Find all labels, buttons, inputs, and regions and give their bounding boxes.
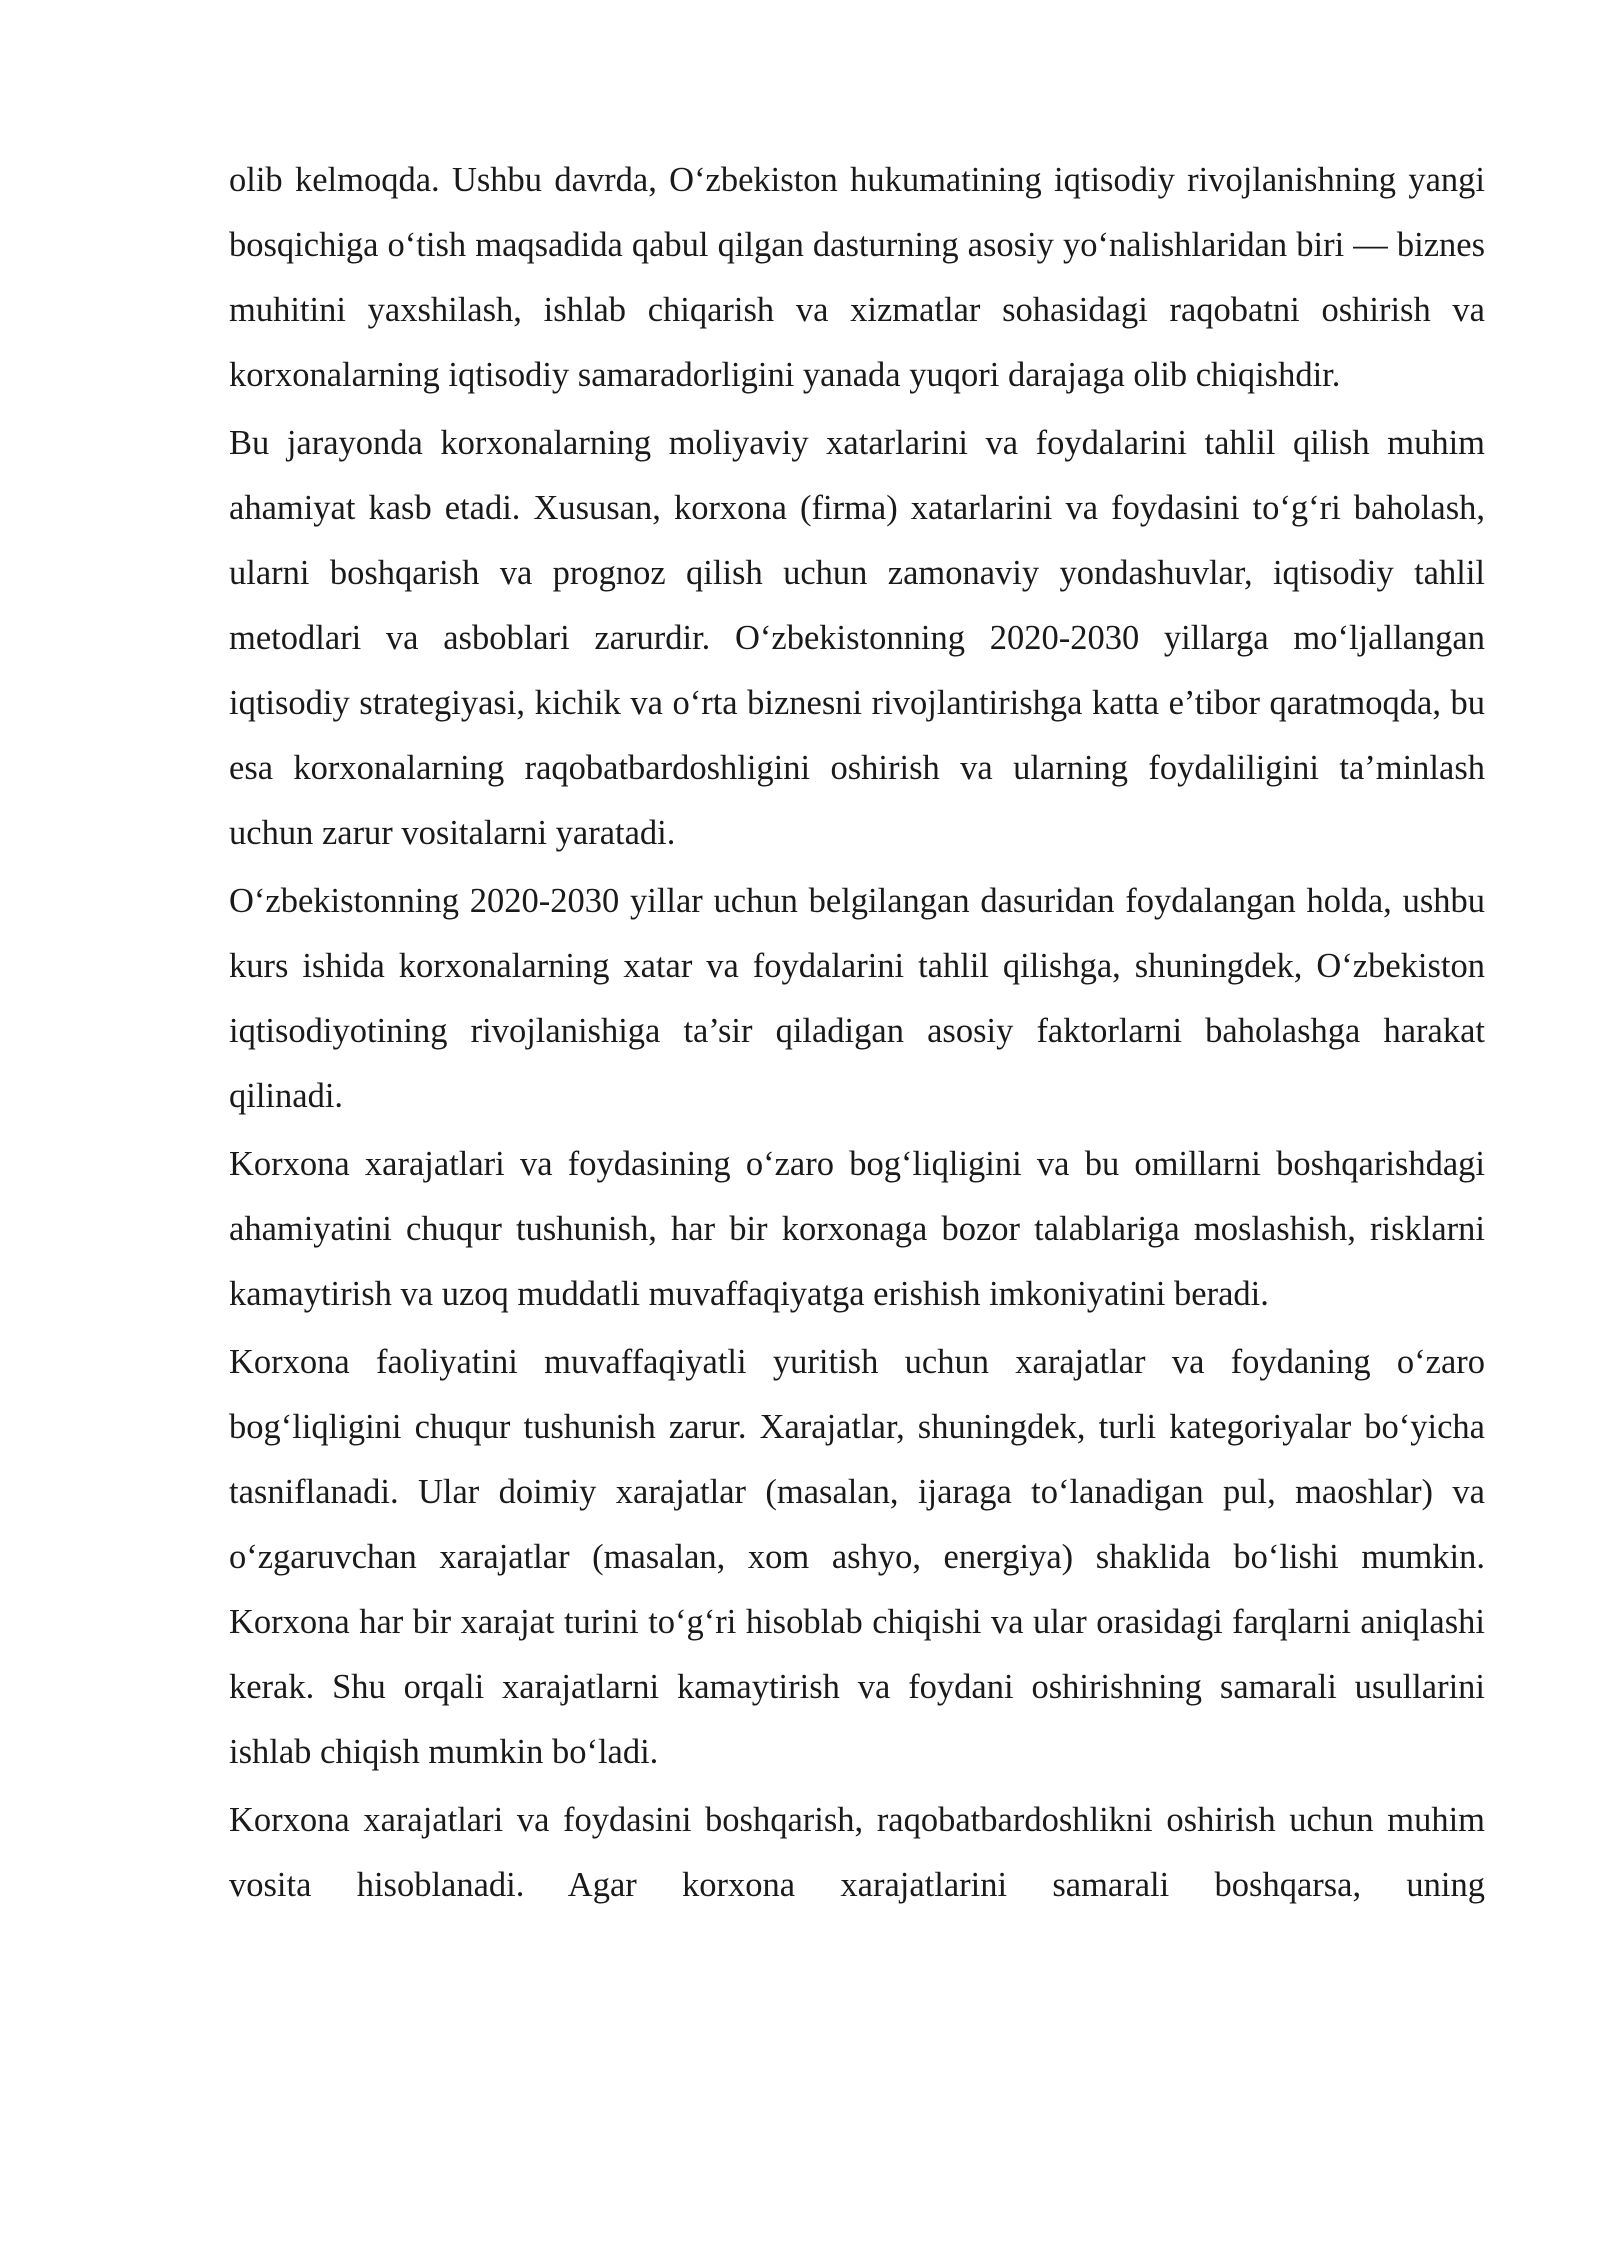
paragraph-continued: Korxona xarajatlari va foydasini boshqarish, raqobatbardoshlikni oshirish uchun muhim vosita hisoblanadi. Agar korxona xarajatlarini samarali boshqarsa, uning (229, 1801, 1485, 1904)
paragraph: O‘zbekistonning 2020-2030 yillar uchun belgilangan dasuridan foydalangan holda, ushbu kurs ishida korxonalarning xatar va foydalarini tahlil qilishga, shuningdek, O‘zbekiston iqtisodiyotining rivojlanishiga ta’sir qiladigan asosiy faktorlarni baholashga harakat qilinadi. (229, 882, 1485, 1115)
document-body (229, 148, 1485, 1921)
paragraph: Korxona faoliyatini muvaffaqiyatli yuritish uchun xarajatlar va foydaning o‘zaro bog‘liqligini chuqur tushunish zarur. Xarajatlar, shuningdek, turli kategoriyalar bo‘yicha tasniflanadi. Ular doimiy xarajatlar (masalan, ijaraga to‘lanadigan pul, maoshlar) va o‘zgaruvchan xarajatlar (masalan, xom ashyo, energiya) shaklida bo‘lishi mumkin. Korxona har bir xarajat turini to‘g‘ri hisoblab chiqishi va ular orasidagi farqlarni aniqlashi kerak. Shu orqali xarajatlarni kamaytirish va foydani oshirishning samarali usullarini ishlab chiqish mumkin bo‘ladi. (229, 1343, 1485, 1771)
paragraph: Bu jarayonda korxonalarning moliyaviy xatarlarini va foydalarini tahlil qilish muhim ahamiyat kasb etadi. Xususan, korxona (firma) xatarlarini va foydasini to‘g‘ri baholash, ularni boshqarish va prognoz qilish uchun zamonaviy yondashuvlar, iqtisodiy tahlil metodlari va asboblari zarurdir. O‘zbekistonning 2020-2030 yillarga mo‘ljallangan iqtisodiy strategiyasi, kichik va o‘rta biznesni rivojlantirishga katta e’tibor qaratmoqda, bu esa korxonalarning raqobatbardoshligini oshirish va ularning foydaliligini ta’minlash uchun zarur vositalarni yaratadi. (229, 424, 1485, 852)
paragraph: Korxona xarajatlari va foydasining o‘zaro bog‘liqligini va bu omillarni boshqarishdagi ahamiyatini chuqur tushunish, har bir korxonaga bozor talablariga moslashish, risklarni kamaytirish va uzoq muddatli muvaffaqiyatga erishish imkoniyatini beradi. (229, 1145, 1485, 1313)
paragraph: olib kelmoqda. Ushbu davrda, O‘zbekiston hukumatining iqtisodiy rivojlanishning yangi bosqichiga o‘tish maqsadida qabul qilgan dasturning asosiy yo‘nalishlaridan biri — biznes muhitini yaxshilash, ishlab chiqarish va xizmatlar sohasidagi raqobatni oshirish va korxonalarning iqtisodiy samaradorligini yanada yuqori darajaga olib chiqishdir. (229, 161, 1485, 394)
